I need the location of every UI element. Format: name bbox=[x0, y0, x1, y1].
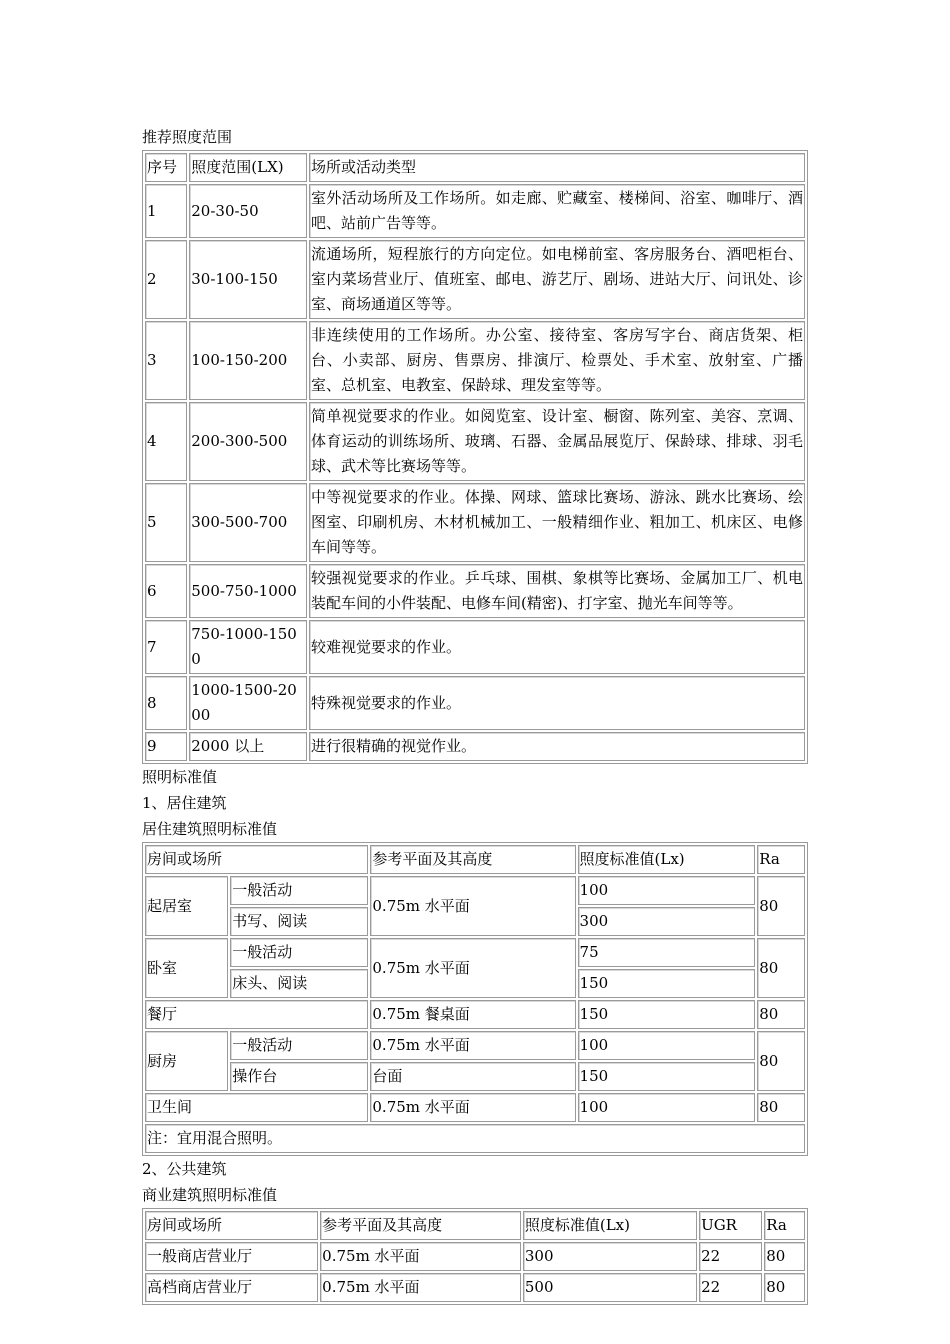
illuminance-value: 150 bbox=[578, 969, 756, 998]
header-cell: 序号 bbox=[145, 153, 187, 182]
recommended-illuminance-table bbox=[142, 150, 808, 764]
table-row bbox=[145, 1031, 805, 1060]
room-bathroom: 卫生间 bbox=[145, 1093, 368, 1122]
table-row bbox=[145, 321, 805, 400]
reference-plane: 0.75m 水平面 bbox=[370, 938, 575, 998]
illuminance-value: 150 bbox=[578, 1062, 756, 1091]
ugr-value: 22 bbox=[699, 1273, 762, 1302]
table-row bbox=[145, 1273, 805, 1302]
header-value: 照度标准值(Lx) bbox=[578, 845, 756, 874]
activity: 一般活动 bbox=[230, 1031, 368, 1060]
activity-description: 简单视觉要求的作业。如阅览室、设计室、橱窗、陈列室、美容、烹调、体育运动的训练场所、玻璃、石器、金属品展览厅、保龄球、排球、羽毛球、武术等比赛场等等。 bbox=[309, 402, 805, 481]
subsection-residential: 1、居住建筑 bbox=[142, 794, 227, 812]
illuminance-range: 1000-1500-2000 bbox=[189, 676, 307, 730]
table-title-commercial: 商业建筑照明标准值 bbox=[142, 1186, 278, 1204]
subsection-public: 2、公共建筑 bbox=[142, 1160, 227, 1178]
ra-value: 80 bbox=[757, 876, 805, 936]
header-cell: 照度范围(LX) bbox=[189, 153, 307, 182]
table-row bbox=[145, 240, 805, 319]
document-page bbox=[142, 124, 808, 1305]
activity-description: 进行很精确的视觉作业。 bbox=[309, 732, 805, 761]
illuminance-range: 30-100-150 bbox=[189, 240, 307, 319]
row-number: 3 bbox=[145, 321, 187, 400]
illuminance-range: 20-30-50 bbox=[189, 184, 307, 238]
table-row bbox=[145, 732, 805, 761]
header-cell: Ra bbox=[764, 1211, 805, 1240]
table-note-row bbox=[145, 1124, 805, 1153]
room: 高档商店营业厅 bbox=[145, 1273, 318, 1302]
table-header-row bbox=[145, 845, 805, 874]
reference-plane: 0.75m 水平面 bbox=[370, 1031, 575, 1060]
illuminance-value: 100 bbox=[578, 876, 756, 905]
table-row bbox=[145, 676, 805, 730]
illuminance-value: 100 bbox=[578, 1093, 756, 1122]
reference-plane: 0.75m 水平面 bbox=[320, 1273, 521, 1302]
reference-plane: 0.75m 餐桌面 bbox=[370, 1000, 575, 1029]
activity: 书写、阅读 bbox=[230, 907, 368, 936]
header-plane: 参考平面及其高度 bbox=[370, 845, 575, 874]
row-number: 9 bbox=[145, 732, 187, 761]
table-row bbox=[145, 620, 805, 674]
activity-description: 较强视觉要求的作业。乒乓球、围棋、象棋等比赛场、金属加工厂、机电装配车间的小件装配、电修车间(精密)、打字室、抛光车间等等。 bbox=[309, 564, 805, 618]
section-title-recommended: 推荐照度范围 bbox=[142, 128, 233, 146]
activity: 一般活动 bbox=[230, 876, 368, 905]
table-note: 注：宜用混合照明。 bbox=[145, 1124, 805, 1153]
illuminance-value: 300 bbox=[578, 907, 756, 936]
residential-lighting-table bbox=[142, 842, 808, 1156]
header-room: 房间或场所 bbox=[145, 845, 368, 874]
row-number: 8 bbox=[145, 676, 187, 730]
ra-value: 80 bbox=[764, 1273, 805, 1302]
header-cell: 场所或活动类型 bbox=[309, 153, 805, 182]
reference-plane: 0.75m 水平面 bbox=[320, 1242, 521, 1271]
ra-value: 80 bbox=[757, 1031, 805, 1091]
illuminance-value: 100 bbox=[578, 1031, 756, 1060]
row-number: 5 bbox=[145, 483, 187, 562]
activity: 一般活动 bbox=[230, 938, 368, 967]
table-row bbox=[145, 1062, 805, 1091]
illuminance-value: 300 bbox=[523, 1242, 697, 1271]
illuminance-range: 2000 以上 bbox=[189, 732, 307, 761]
table-row bbox=[145, 876, 805, 905]
row-number: 4 bbox=[145, 402, 187, 481]
row-number: 6 bbox=[145, 564, 187, 618]
table-header-row bbox=[145, 1211, 805, 1240]
illuminance-range: 500-750-1000 bbox=[189, 564, 307, 618]
activity-description: 特殊视觉要求的作业。 bbox=[309, 676, 805, 730]
commercial-lighting-table bbox=[142, 1208, 808, 1305]
illuminance-range: 200-300-500 bbox=[189, 402, 307, 481]
ugr-value: 22 bbox=[699, 1242, 762, 1271]
table-row bbox=[145, 1242, 805, 1271]
table-row bbox=[145, 402, 805, 481]
header-cell: 参考平面及其高度 bbox=[320, 1211, 521, 1240]
header-cell: UGR bbox=[699, 1211, 762, 1240]
room-kitchen: 厨房 bbox=[145, 1031, 228, 1091]
table-title-residential: 居住建筑照明标准值 bbox=[142, 820, 278, 838]
ra-value: 80 bbox=[757, 1000, 805, 1029]
header-ra: Ra bbox=[757, 845, 805, 874]
room: 一般商店营业厅 bbox=[145, 1242, 318, 1271]
row-number: 2 bbox=[145, 240, 187, 319]
table-row bbox=[145, 1000, 805, 1029]
table-row bbox=[145, 1093, 805, 1122]
illuminance-range: 100-150-200 bbox=[189, 321, 307, 400]
illuminance-range: 300-500-700 bbox=[189, 483, 307, 562]
illuminance-value: 150 bbox=[578, 1000, 756, 1029]
table-row bbox=[145, 184, 805, 238]
section-title-standards: 照明标准值 bbox=[142, 768, 218, 786]
activity-description: 室外活动场所及工作场所。如走廊、贮藏室、楼梯间、浴室、咖啡厅、酒吧、站前广告等等。 bbox=[309, 184, 805, 238]
ra-value: 80 bbox=[757, 938, 805, 998]
row-number: 1 bbox=[145, 184, 187, 238]
table-row bbox=[145, 564, 805, 618]
ra-value: 80 bbox=[757, 1093, 805, 1122]
activity-description: 非连续使用的工作场所。办公室、接待室、客房写字台、商店货架、柜台、小卖部、厨房、售票房、排演厅、检票处、手术室、放射室、广播室、总机室、电教室、保龄球、理发室等等。 bbox=[309, 321, 805, 400]
activity-description: 较难视觉要求的作业。 bbox=[309, 620, 805, 674]
table-row bbox=[145, 938, 805, 967]
reference-plane: 0.75m 水平面 bbox=[370, 1093, 575, 1122]
room-living: 起居室 bbox=[145, 876, 228, 936]
ra-value: 80 bbox=[764, 1242, 805, 1271]
row-number: 7 bbox=[145, 620, 187, 674]
reference-plane: 台面 bbox=[370, 1062, 575, 1091]
table-header-row bbox=[145, 153, 805, 182]
header-cell: 房间或场所 bbox=[145, 1211, 318, 1240]
room-bedroom: 卧室 bbox=[145, 938, 228, 998]
activity: 操作台 bbox=[230, 1062, 368, 1091]
illuminance-value: 500 bbox=[523, 1273, 697, 1302]
illuminance-value: 75 bbox=[578, 938, 756, 967]
activity-description: 中等视觉要求的作业。体操、网球、篮球比赛场、游泳、跳水比赛场、绘图室、印刷机房、木材机械加工、一般精细作业、粗加工、机床区、电修车间等等。 bbox=[309, 483, 805, 562]
activity-description: 流通场所，短程旅行的方向定位。如电梯前室、客房服务台、酒吧柜台、室内菜场营业厅、值班室、邮电、游艺厅、剧场、进站大厅、问讯处、诊室、商场通道区等等。 bbox=[309, 240, 805, 319]
illuminance-range: 750-1000-1500 bbox=[189, 620, 307, 674]
reference-plane: 0.75m 水平面 bbox=[370, 876, 575, 936]
table-row bbox=[145, 483, 805, 562]
activity: 床头、阅读 bbox=[230, 969, 368, 998]
room-dining: 餐厅 bbox=[145, 1000, 368, 1029]
header-cell: 照度标准值(Lx) bbox=[523, 1211, 697, 1240]
